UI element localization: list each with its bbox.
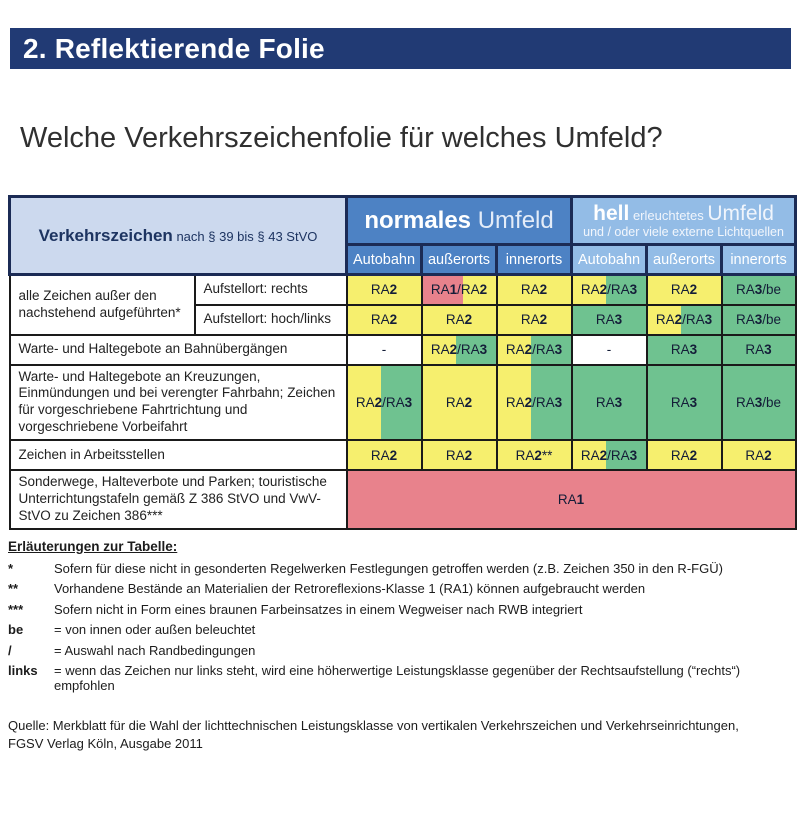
- footnote-symbol: **: [8, 581, 19, 597]
- footnotes: [8, 539, 794, 694]
- footnote-text: = Auswahl nach Randbedingungen: [54, 642, 256, 658]
- row-desc-alle-zeichen: alle Zeichen außer den nachstehend aufgeführten*: [10, 275, 195, 335]
- ra-cell: RA2/RA3: [497, 365, 572, 441]
- hell-big: Umfeld: [707, 201, 774, 225]
- row-desc-arbeitsstellen: Zeichen in Arbeitsstellen: [10, 440, 347, 470]
- subcol-normal-innerorts: innerorts: [497, 245, 572, 275]
- source-note: [8, 717, 800, 752]
- ra-cell: RA3/be: [722, 275, 796, 305]
- ra-cell: RA2/RA3: [647, 305, 722, 335]
- footnote-symbol: ***: [8, 601, 24, 617]
- footnote-row: [8, 561, 794, 576]
- subcol-normal-autobahn: Autobahn: [347, 245, 422, 275]
- ra-cell: RA3: [647, 335, 722, 365]
- footnote-text: = wenn das Zeichen nur links steht, wird eine höherwertige Leistungsklasse gegenüber der Rechtsaufstellung (“rechts“) empfohlen: [54, 663, 741, 694]
- ra-cell: RA3: [572, 365, 647, 441]
- ra-cell: RA2: [347, 440, 422, 470]
- ra-cell: RA2: [347, 305, 422, 335]
- footnote-symbol: /: [8, 642, 12, 658]
- ra-cell: RA2/RA3: [422, 335, 497, 365]
- footnote-row: [8, 663, 794, 693]
- ra-cell: RA2: [497, 305, 572, 335]
- ra-cell: RA3/be: [722, 365, 796, 441]
- source-line1: Quelle: Merkblatt für die Wahl der lichttechnischen Leistungsklasse von vertikalen Verkehrszeichen und Verkehrseinrichtungen,: [8, 718, 739, 734]
- normales-bold: normales: [364, 206, 472, 234]
- ra-cell: -: [347, 335, 422, 365]
- ra-cell: RA3: [572, 305, 647, 335]
- subcol-hell-innerorts: innerorts: [722, 245, 796, 275]
- ra-cell: RA2**: [497, 440, 572, 470]
- footnote-text: Vorhandene Bestände an Materialien der Retroreflexions-Klasse 1 (RA1) können aufgebraucht werden: [54, 581, 646, 597]
- hell-bold: hell: [593, 201, 630, 225]
- footnote-symbol: *: [8, 560, 14, 576]
- footnote-row: [8, 581, 794, 596]
- ra-cell: RA2/RA3: [572, 440, 647, 470]
- subcol-hell-ausserorts: außerorts: [647, 245, 722, 275]
- aufstellort-hochlinks-cell: Aufstellort: hoch/links: [195, 305, 347, 335]
- row-desc-kreuzungen: Warte- und Haltegebote an Kreuzungen, Einmündungen und bei verengter Fahrbahn; Zeichen für vorgeschriebene Fahrtrichtung und vorgeschriebene Vorbeifahrt: [10, 365, 347, 441]
- footnote-text: Sofern für diese nicht in gesonderten Regelwerken Festlegungen getroffen werden (z.B. Zeichen 350 in den R-FGÜ): [54, 560, 723, 576]
- subcol-hell-autobahn: Autobahn: [572, 245, 647, 275]
- ra-cell: RA2: [347, 275, 422, 305]
- ra-cell: RA2/RA3: [347, 365, 422, 441]
- footnote-text: Sofern nicht in Form eines braunen Farbeinsatzes in einem Wegweiser nach RWB integriert: [54, 601, 583, 617]
- footnote-row: [8, 643, 794, 658]
- ra-cell-ra1-span: RA1: [347, 470, 796, 529]
- ra-cell: RA2: [647, 275, 722, 305]
- footnote-text: = von innen oder außen beleuchtet: [54, 622, 256, 638]
- hell-mid: erleuchtetes: [629, 207, 708, 223]
- normales-rest: Umfeld: [471, 206, 554, 234]
- footnote-symbol: links: [8, 663, 38, 679]
- ra-cell: RA3: [722, 335, 796, 365]
- ra-cell: -: [572, 335, 647, 365]
- ra-cell: RA2: [647, 440, 722, 470]
- subcol-normal-ausserorts: außerorts: [422, 245, 497, 275]
- aufstellort-rechts-cell: Aufstellort: rechts: [195, 275, 347, 305]
- ra-cell: RA2: [422, 365, 497, 441]
- group-header-hell-umfeld: [572, 197, 796, 245]
- ra-cell: RA2/RA3: [572, 275, 647, 305]
- footnotes-title: Erläuterungen zur Tabelle:: [8, 538, 178, 554]
- row-desc-bahnuebergaenge: Warte- und Haltegebote an Bahnübergängen: [10, 335, 347, 365]
- question-subtitle: Welche Verkehrszeichenfolie für welches Umfeld?: [20, 122, 663, 154]
- ra-cell: RA2: [497, 275, 572, 305]
- ra-cell: RA3/be: [722, 305, 796, 335]
- footnote-row: [8, 602, 794, 617]
- header-verkehrszeichen-bold: Verkehrszeichen: [38, 225, 173, 245]
- ra-cell: RA2: [722, 440, 796, 470]
- ra-cell: RA2: [422, 305, 497, 335]
- footnote-row: [8, 622, 794, 637]
- ra-cell: RA1/RA2: [422, 275, 497, 305]
- ra-cell: RA2: [422, 440, 497, 470]
- slide-title-bar: [10, 28, 791, 69]
- group-header-normales-umfeld: [347, 197, 572, 245]
- footnote-symbol: be: [8, 622, 24, 638]
- hell-line2: und / oder viele externe Lichtquellen: [583, 224, 784, 239]
- foil-selection-table: [8, 195, 797, 530]
- header-verkehrszeichen: [10, 197, 347, 275]
- ra-cell: RA2/RA3: [497, 335, 572, 365]
- ra-cell: RA3: [647, 365, 722, 441]
- header-verkehrszeichen-rest: nach § 39 bis § 43 StVO: [172, 228, 318, 244]
- row-desc-sonderwege: Sonderwege, Halteverbote und Parken; touristische Unterrichtungstafeln gemäß Z 386 StVO und VwV-StVO zu Zeichen 386***: [10, 470, 347, 529]
- source-line2: FGSV Verlag Köln, Ausgabe 2011: [8, 735, 203, 751]
- slide-title: 2. Reflektierende Folie: [23, 33, 325, 64]
